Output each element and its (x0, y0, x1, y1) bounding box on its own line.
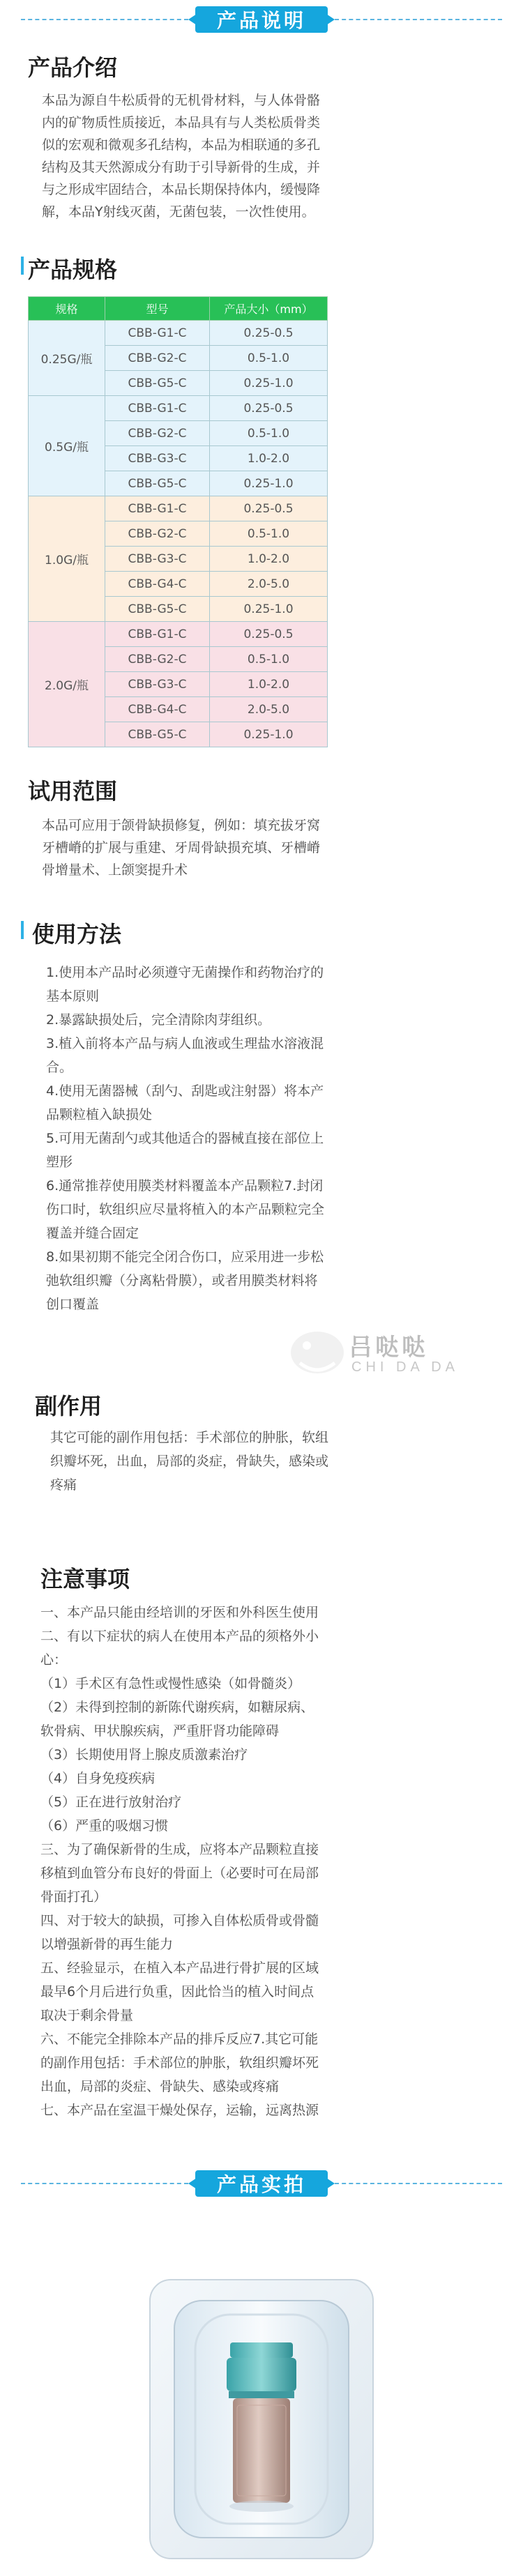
spec-table (28, 296, 328, 747)
model-cell: CBB-G5-C (105, 722, 210, 747)
product-photo (0, 2238, 523, 2573)
size-cell: 1.0-2.0 (210, 547, 328, 572)
size-cell: 0.25-0.5 (210, 396, 328, 421)
usage-line: 8.如果初期不能完全闭合伤口，应采用进一步松 (46, 1249, 324, 1265)
notes-line: （4）自身免疫疾病 (40, 1771, 156, 1786)
usage-paragraph (46, 961, 492, 1316)
spec-header-model: 型号 (105, 297, 210, 321)
side-effects-line: 疼痛 (50, 1477, 77, 1493)
usage-line: 4.使用无菌器械（刮勺、刮匙或注射器）将本产 (46, 1083, 324, 1099)
usage-line: 3.植入前将本产品与病人血液或生理盐水溶液混 (46, 1036, 324, 1051)
usage-line: 品颗粒植入缺损处 (46, 1107, 153, 1122)
scope-paragraph (42, 814, 502, 881)
notes-line: 的副作用包括：手术部位的肿胀，软组织瓣坏死 (40, 2055, 319, 2071)
size-cell: 1.0-2.0 (210, 446, 328, 471)
notes-line: 六、不能完全排除本产品的排斥反应7.其它可能 (40, 2032, 319, 2047)
usage-line: 2.暴露缺损处后，完全清除肉芽组织。 (46, 1012, 271, 1028)
watermark-text: 吕哒哒 (349, 1334, 428, 1362)
intro-line: 似的宏观和微观多孔结构，本品为相联通的多孔 (42, 137, 321, 153)
model-cell: CBB-G5-C (105, 371, 210, 396)
side-effects-heading: 副作用 (35, 1393, 103, 1419)
scope-line: 本品可应用于颌骨缺损修复，例如：填充拔牙窝 (42, 818, 321, 833)
notes-line: 五、经验显示，在植入本产品进行骨扩展的区域 (40, 1960, 319, 1976)
spec-cell: 0.5G/瓶 (29, 396, 105, 496)
model-cell: CBB-G5-C (105, 597, 210, 622)
intro-heading: 产品介绍 (28, 54, 118, 81)
notes-line: 以增强新骨的再生能力 (40, 1937, 174, 1952)
model-cell: CBB-G3-C (105, 672, 210, 697)
notes-line: 骨面打孔） (40, 1889, 107, 1905)
usage-line: 弛软组织瓣（分离粘骨膜），或者用膜类材料将 (46, 1273, 318, 1288)
notes-heading: 注意事项 (40, 1566, 130, 1592)
size-cell: 2.0-5.0 (210, 572, 328, 597)
table-row (29, 321, 328, 346)
size-cell: 0.5-1.0 (210, 421, 328, 446)
notes-line: 软骨病、甲状腺疾病，严重肝肾功能障碍 (40, 1723, 280, 1739)
notes-line: 二、有以下症状的病人在使用本产品的须格外小 (40, 1629, 319, 1644)
usage-heading: 使用方法 (32, 921, 122, 947)
intro-line: 内的矿物质性质接近，本品具有与人类松质骨类 (42, 115, 321, 130)
model-cell: CBB-G1-C (105, 622, 210, 647)
size-cell: 0.25-1.0 (210, 471, 328, 496)
notes-line: （5）正在进行放射治疗 (40, 1794, 182, 1810)
usage-line: 1.使用本产品时必须遵守无菌操作和药物治疗的 (46, 965, 324, 980)
section-banner-product-photo (0, 2170, 523, 2197)
banner-divider-right (335, 19, 502, 20)
spec-header-spec: 规格 (29, 297, 105, 321)
usage-heading-accent (21, 921, 24, 939)
model-cell: CBB-G3-C (105, 547, 210, 572)
size-cell: 0.5-1.0 (210, 521, 328, 547)
table-row (29, 622, 328, 647)
notes-line: （1）手术区有急性或慢性感染（如骨髓炎） (40, 1676, 301, 1691)
banner-divider-left (21, 19, 188, 20)
intro-paragraph (42, 89, 502, 223)
notes-line: 心： (40, 1652, 68, 1668)
product-blister-pack-image (0, 2238, 523, 2573)
size-cell: 0.25-0.5 (210, 321, 328, 346)
table-row (29, 496, 328, 521)
usage-line: 创口覆盖 (46, 1297, 100, 1312)
usage-line: 覆盖并缝合固定 (46, 1226, 139, 1241)
notes-line: 一、本产品只能由经培训的牙医和外科医生使用 (40, 1605, 319, 1620)
size-cell: 0.25-0.5 (210, 622, 328, 647)
notes-line: 四、对于较大的缺损，可掺入自体松质骨或骨髓 (40, 1913, 319, 1928)
banner-divider-right (335, 2183, 502, 2184)
spec-heading: 产品规格 (28, 257, 118, 283)
size-cell: 0.5-1.0 (210, 647, 328, 672)
spec-header-size: 产品大小（mm） (210, 297, 328, 321)
side-effects-line: 其它可能的副作用包括：手术部位的肿胀，软组 (50, 1430, 329, 1445)
model-cell: CBB-G5-C (105, 471, 210, 496)
model-cell: CBB-G4-C (105, 697, 210, 722)
model-cell: CBB-G4-C (105, 572, 210, 597)
model-cell: CBB-G2-C (105, 421, 210, 446)
usage-line: 5.可用无菌刮勺或其他适合的器械直接在部位上 (46, 1131, 324, 1146)
spec-table-header-row (29, 297, 328, 321)
notes-line: 取决于剩余骨量 (40, 2008, 134, 2023)
side-effects-line: 织瓣坏死，出血，局部的炎症，骨缺失，感染或 (50, 1454, 329, 1469)
size-cell: 0.25-1.0 (210, 597, 328, 622)
model-cell: CBB-G1-C (105, 396, 210, 421)
side-effects-paragraph (50, 1426, 503, 1497)
notes-line: 移植到血管分布良好的骨面上（必要时可在局部 (40, 1866, 319, 1881)
size-cell: 0.25-1.0 (210, 371, 328, 396)
notes-paragraph (40, 1601, 501, 2122)
size-cell: 1.0-2.0 (210, 672, 328, 697)
banner-title: 产品说明 (195, 6, 328, 33)
spec-cell: 1.0G/瓶 (29, 496, 105, 622)
usage-line: 塑形 (46, 1154, 73, 1170)
usage-line: 基本原则 (46, 989, 100, 1004)
notes-line: 最早6个月后进行负重，因此恰当的植入时间点 (40, 1984, 314, 1999)
model-cell: CBB-G3-C (105, 446, 210, 471)
spec-cell: 2.0G/瓶 (29, 622, 105, 747)
scope-heading: 试用范围 (28, 778, 118, 805)
table-row (29, 396, 328, 421)
spec-cell: 0.25G/瓶 (29, 321, 105, 396)
size-cell: 0.25-1.0 (210, 722, 328, 747)
intro-line: 解，本品Y射线灭菌，无菌包装，一次性使用。 (42, 204, 315, 220)
section-banner-product-info (0, 6, 523, 33)
size-cell: 0.5-1.0 (210, 346, 328, 371)
intro-line: 本品为源自牛松质骨的无机骨材料，与人体骨骼 (42, 93, 321, 108)
notes-line: （3）长期使用肾上腺皮质激素治疗 (40, 1747, 248, 1762)
model-cell: CBB-G2-C (105, 647, 210, 672)
size-cell: 2.0-5.0 (210, 697, 328, 722)
notes-line: （2）未得到控制的新陈代谢疾病，如糖尿病、 (40, 1700, 314, 1715)
scope-line: 骨增量术、上颌窦提升术 (42, 862, 188, 878)
notes-line: 出血，局部的炎症、骨缺失、感染或疼痛 (40, 2079, 280, 2094)
usage-line: 伤口时，软组织应尽量将植入的本产品颗粒完全 (46, 1202, 325, 1217)
banner-title: 产品实拍 (195, 2170, 328, 2197)
usage-line: 合。 (46, 1060, 73, 1075)
notes-line: （6）严重的吸烟习惯 (40, 1818, 169, 1834)
intro-line: 与之形成牢固结合，本品长期保持体内，缓慢降 (42, 182, 321, 197)
usage-line: 6.通常推荐使用膜类材料覆盖本产品颗粒7.封闭 (46, 1178, 324, 1194)
intro-line: 结构及其天然源成分有助于引导新骨的生成，并 (42, 160, 321, 175)
model-cell: CBB-G2-C (105, 346, 210, 371)
spec-heading-accent (21, 257, 24, 275)
scope-line: 牙槽嵴的扩展与重建、牙周骨缺损充填、牙槽嵴 (42, 840, 321, 855)
watermark-subtext: CHI DA DA (351, 1359, 460, 1375)
model-cell: CBB-G1-C (105, 496, 210, 521)
notes-line: 三、为了确保新骨的生成，应将本产品颗粒直接 (40, 1842, 319, 1857)
model-cell: CBB-G1-C (105, 321, 210, 346)
banner-divider-left (21, 2183, 188, 2184)
model-cell: CBB-G2-C (105, 521, 210, 547)
size-cell: 0.25-0.5 (210, 496, 328, 521)
notes-line: 七、本产品在室温干燥处保存，运输，远离热源 (40, 2103, 319, 2118)
